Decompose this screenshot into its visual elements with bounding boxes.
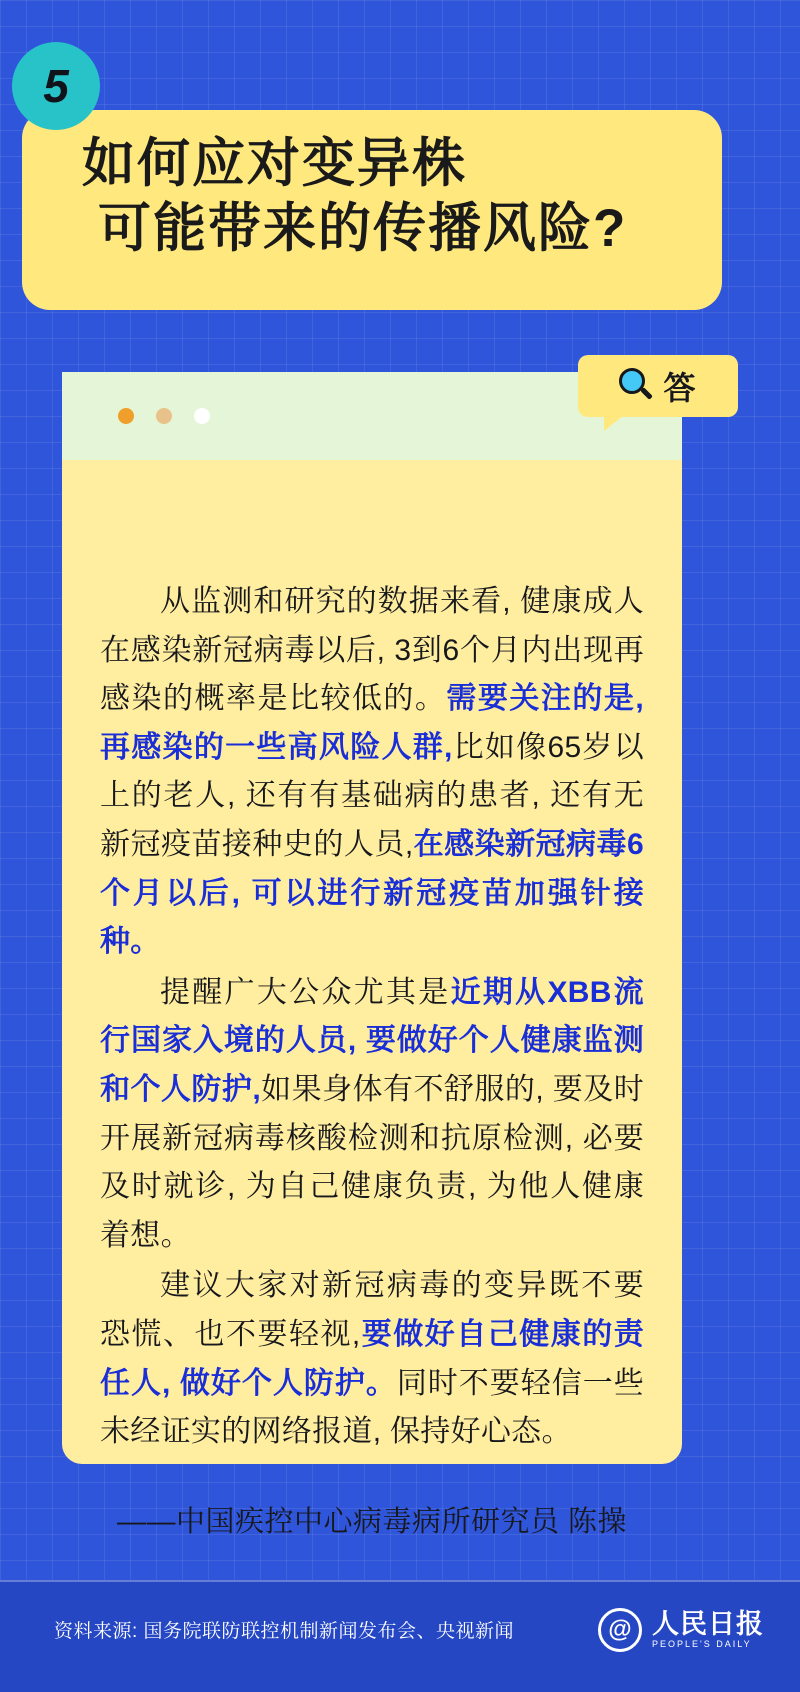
footer-source: 资料来源: 国务院联防联控机制新闻发布会、央视新闻 [54, 1621, 515, 1642]
header-card [22, 110, 722, 310]
answer-tag-label: 答 [663, 370, 697, 406]
at-icon: @ [598, 1608, 642, 1652]
white-dot [194, 408, 210, 424]
body-text: 从监测和研究的数据来看, 健康成人在感染新冠病毒以后, 3到6个月内出现再感染的概率是比较低的。 [100, 585, 644, 716]
question-number-badge: 5 [12, 42, 100, 130]
card-body [62, 460, 682, 1560]
body-text: 同时不要轻信一些未经证实的网络报道, 保持好心态。 [100, 1366, 644, 1449]
body-text: 比如像65岁以上的老人, 还有有基础病的患者, 还有无新冠疫苗接种史的人员, [100, 730, 644, 861]
logo-text-cn: 人民日报 [652, 1609, 764, 1640]
orange-dot [118, 408, 134, 424]
publisher-logo [598, 1608, 764, 1652]
paragraph [100, 969, 644, 1261]
highlighted-text: 近期从XBB流行国家入境的人员, 要做好个人健康监测和个人防护, [100, 975, 644, 1106]
tan-dot [156, 408, 172, 424]
body-text: 如果身体有不舒服的, 要及时开展新冠病毒核酸检测和抗原检测, 必要及时就诊, 为自己健康负责, 为他人健康着想。 [100, 1072, 644, 1252]
page-title [82, 132, 702, 261]
body-text: 建议大家对新冠病毒的变异既不要恐慌、也不要轻视, [100, 1269, 644, 1351]
paragraph [100, 1262, 644, 1456]
signature: ——中国疾控中心病毒病所研究员 陈操 [116, 1505, 628, 1538]
footer-divider [0, 1580, 800, 1582]
page-title-line1: 如何应对变异株 [82, 134, 467, 193]
logo-text-en: PEOPLE'S DAILY [652, 1638, 752, 1649]
highlighted-text: 需要关注的是, 再感染的一些高风险人群, [100, 682, 644, 764]
highlighted-text: 在感染新冠病毒6个月以后, 可以进行新冠疫苗加强针接种。 [100, 827, 644, 959]
answer-tag [578, 355, 738, 417]
body-text: 提醒广大公众尤其是 [160, 975, 451, 1009]
magnifier-icon [619, 368, 655, 404]
answer-card [62, 372, 682, 1538]
highlighted-text: 要做好自己健康的责任人, 做好个人防护。 [100, 1317, 644, 1400]
paragraph [100, 578, 644, 967]
page-title-line2: 可能带来的传播风险? [98, 198, 628, 258]
footer [0, 1580, 800, 1692]
